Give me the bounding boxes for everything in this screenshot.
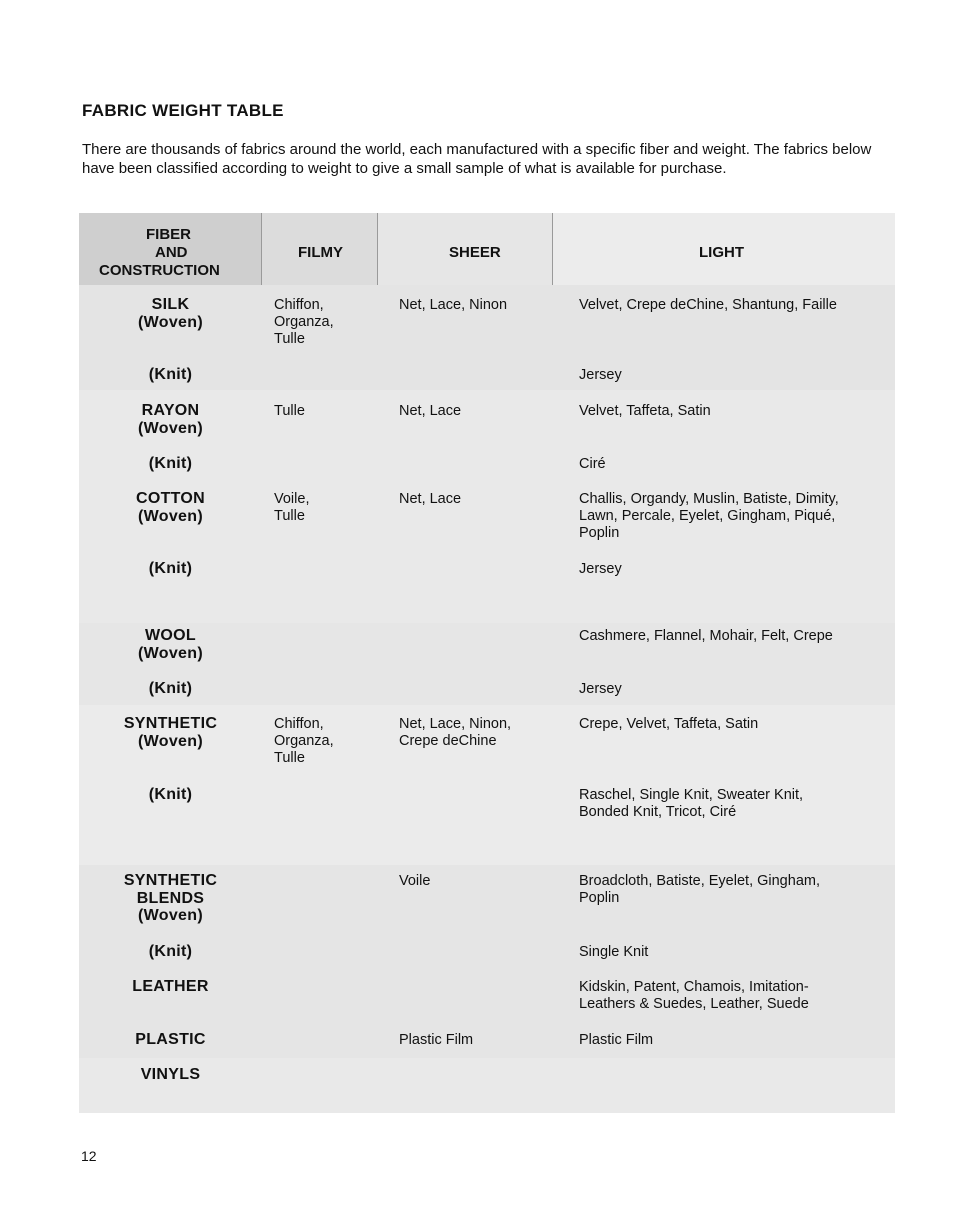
construction-label: (Woven)	[138, 732, 203, 750]
filmy-cell: Voile, Tulle	[274, 491, 310, 524]
light-cell: Velvet, Taffeta, Satin	[579, 403, 711, 419]
fiber-cell	[79, 1066, 262, 1084]
fiber-cell	[79, 296, 262, 331]
fiber-cell	[79, 627, 262, 662]
fiber-cell	[79, 366, 262, 384]
page-number: 12	[81, 1148, 97, 1164]
fiber-cell	[79, 680, 262, 698]
header-light	[553, 213, 895, 285]
sheer-cell: Net, Lace, Ninon, Crepe deChine	[399, 716, 512, 749]
filmy-cell: Tulle	[274, 403, 305, 419]
construction-label: (Woven)	[138, 507, 203, 525]
construction-label: (Knit)	[148, 680, 193, 697]
light-cell: Raschel, Single Knit, Sweater Knit, Bonded Knit, Tricot, Ciré	[579, 787, 804, 820]
filmy-cell: Chiffon, Organza, Tulle	[274, 716, 334, 766]
construction-label: (Knit)	[148, 455, 193, 472]
sheer-cell: Voile	[399, 873, 431, 889]
fiber-name: SYNTHETIC BLENDS	[123, 872, 218, 907]
sheer-cell: Net, Lace	[399, 491, 462, 507]
fiber-cell	[79, 872, 262, 925]
fiber-name: PLASTIC	[135, 1031, 206, 1048]
header-fiber-line1: FIBER	[146, 226, 191, 243]
header-fiber-construction	[79, 213, 262, 285]
light-cell: Cashmere, Flannel, Mohair, Felt, Crepe	[579, 628, 833, 644]
light-cell: Jersey	[579, 681, 622, 697]
light-cell: Jersey	[579, 561, 622, 577]
construction-label: (Knit)	[148, 560, 193, 577]
light-cell: Plastic Film	[579, 1032, 654, 1048]
filmy-cell: Chiffon, Organza, Tulle	[274, 297, 334, 347]
light-cell: Single Knit	[579, 944, 649, 960]
page-title: FABRIC WEIGHT TABLE	[82, 101, 284, 120]
fiber-cell	[79, 455, 262, 473]
construction-label: (Woven)	[138, 419, 203, 437]
header-filmy-label: FILMY	[298, 244, 343, 261]
fiber-name: COTTON	[135, 490, 206, 507]
header-sheer	[378, 213, 553, 285]
fiber-cell	[79, 1031, 262, 1049]
light-cell: Broadcloth, Batiste, Eyelet, Gingham, Poplin	[579, 873, 820, 906]
light-cell: Jersey	[579, 367, 622, 383]
intro-paragraph: There are thousands of fabrics around the world, each manufactured with a specific fiber and weight. The fabrics below have been classified according to weight to give a small sample of what is available for purchase.	[82, 141, 872, 177]
fiber-name: SILK	[151, 296, 190, 313]
light-cell: Challis, Organdy, Muslin, Batiste, Dimity, Lawn, Percale, Eyelet, Gingham, Piqué, Poplin	[579, 491, 839, 541]
header-divider	[377, 213, 378, 285]
fiber-cell	[79, 490, 262, 525]
light-cell: Kidskin, Patent, Chamois, Imitation- Leathers & Suedes, Leather, Suede	[579, 979, 809, 1012]
fiber-name: VINYLS	[140, 1066, 201, 1083]
fiber-name: SYNTHETIC	[123, 715, 218, 732]
fiber-cell	[79, 402, 262, 437]
fiber-name: RAYON	[141, 402, 200, 419]
construction-label: (Woven)	[138, 313, 203, 331]
fiber-cell	[79, 786, 262, 804]
fiber-name: LEATHER	[132, 978, 209, 995]
construction-label: (Woven)	[138, 907, 203, 924]
header-divider	[261, 213, 262, 285]
header-fiber-line3: CONSTRUCTION	[99, 262, 220, 279]
fiber-cell	[79, 560, 262, 578]
header-light-label: LIGHT	[699, 244, 744, 261]
header-sheer-label: SHEER	[449, 244, 501, 261]
fiber-cell	[79, 715, 262, 750]
header-filmy	[262, 213, 378, 285]
light-cell: Crepe, Velvet, Taffeta, Satin	[579, 716, 759, 732]
fiber-cell	[79, 943, 262, 961]
fiber-cell	[79, 978, 262, 996]
construction-label: (Knit)	[148, 366, 193, 383]
sheer-cell: Net, Lace, Ninon	[399, 297, 508, 313]
construction-label: (Knit)	[148, 786, 193, 803]
header-fiber-line2: AND	[155, 244, 188, 261]
sheer-cell: Net, Lace	[399, 403, 462, 419]
light-cell: Ciré	[579, 456, 606, 472]
header-divider	[552, 213, 553, 285]
light-cell: Velvet, Crepe deChine, Shantung, Faille	[579, 297, 837, 313]
fabric-weight-table	[79, 213, 895, 1113]
fiber-name: WOOL	[145, 627, 196, 644]
construction-label: (Woven)	[138, 644, 203, 662]
construction-label: (Knit)	[148, 943, 193, 960]
sheer-cell: Plastic Film	[399, 1032, 474, 1048]
